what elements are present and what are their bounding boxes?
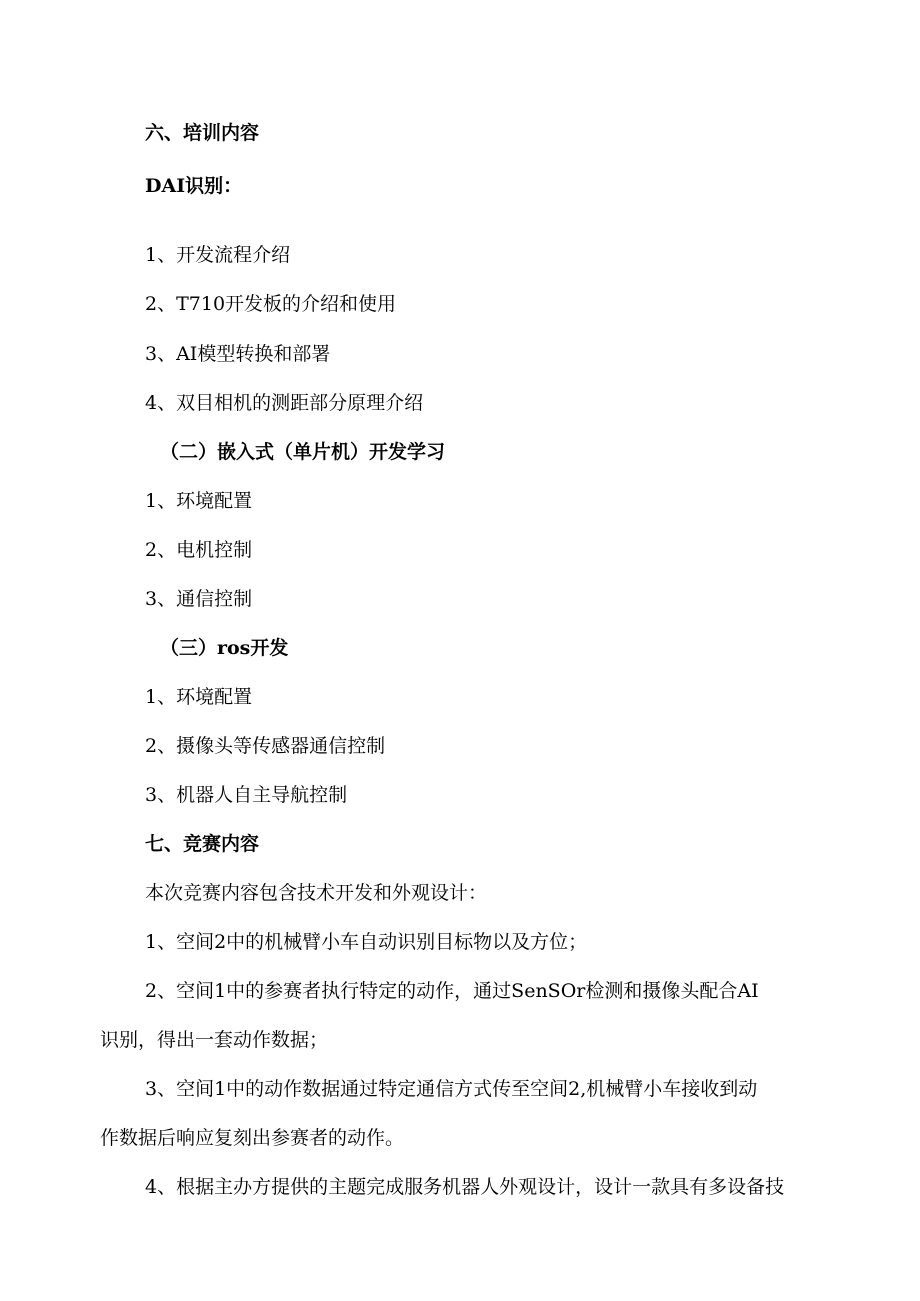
list-item: 3、AI模型转换和部署 [145, 343, 331, 365]
list-item: 1、开发流程介绍 [145, 244, 291, 266]
list-item: 4、双目相机的测距部分原理介绍 [145, 392, 424, 414]
list-item: 3、通信控制 [145, 588, 253, 610]
paragraph-intro: 本次竞赛内容包含技术开发和外观设计： [145, 882, 488, 904]
list-item: 1、环境配置 [145, 490, 253, 512]
subsection-heading-ros: （三）ros开发 [160, 637, 289, 659]
paragraph-item-1: 1、空间2中的机械臂小车自动识别目标物以及方位； [145, 931, 588, 953]
list-item: 3、机器人自主导航控制 [145, 784, 348, 806]
paragraph-item-4: 4、根据主办方提供的主题完成服务机器人外观设计，设计一款具有多设备技 [145, 1176, 785, 1198]
list-item: 2、电机控制 [145, 539, 253, 561]
paragraph-item-3: 3、空间1中的动作数据通过特定通信方式传至空间2,机械臂小车接收到动 [145, 1078, 758, 1100]
section-heading-competition: 七、竞赛内容 [145, 833, 260, 855]
list-item: 2、T710开发板的介绍和使用 [145, 293, 397, 315]
paragraph-item-3-continuation: 作数据后响应复刻出参赛者的动作。 [100, 1127, 405, 1149]
subsection-heading-embedded: （二）嵌入式（单片机）开发学习 [160, 441, 446, 463]
paragraph-item-2: 2、空间1中的参赛者执行特定的动作，通过SenSOr检测和摄像头配合AI [145, 980, 759, 1002]
section-heading-training: 六、培训内容 [145, 122, 260, 144]
list-item: 2、摄像头等传感器通信控制 [145, 735, 386, 757]
paragraph-item-2-continuation: 识别，得出一套动作数据； [100, 1029, 329, 1051]
list-item: 1、环境配置 [145, 686, 253, 708]
subsection-heading-dai: DAI识别： [145, 175, 243, 197]
